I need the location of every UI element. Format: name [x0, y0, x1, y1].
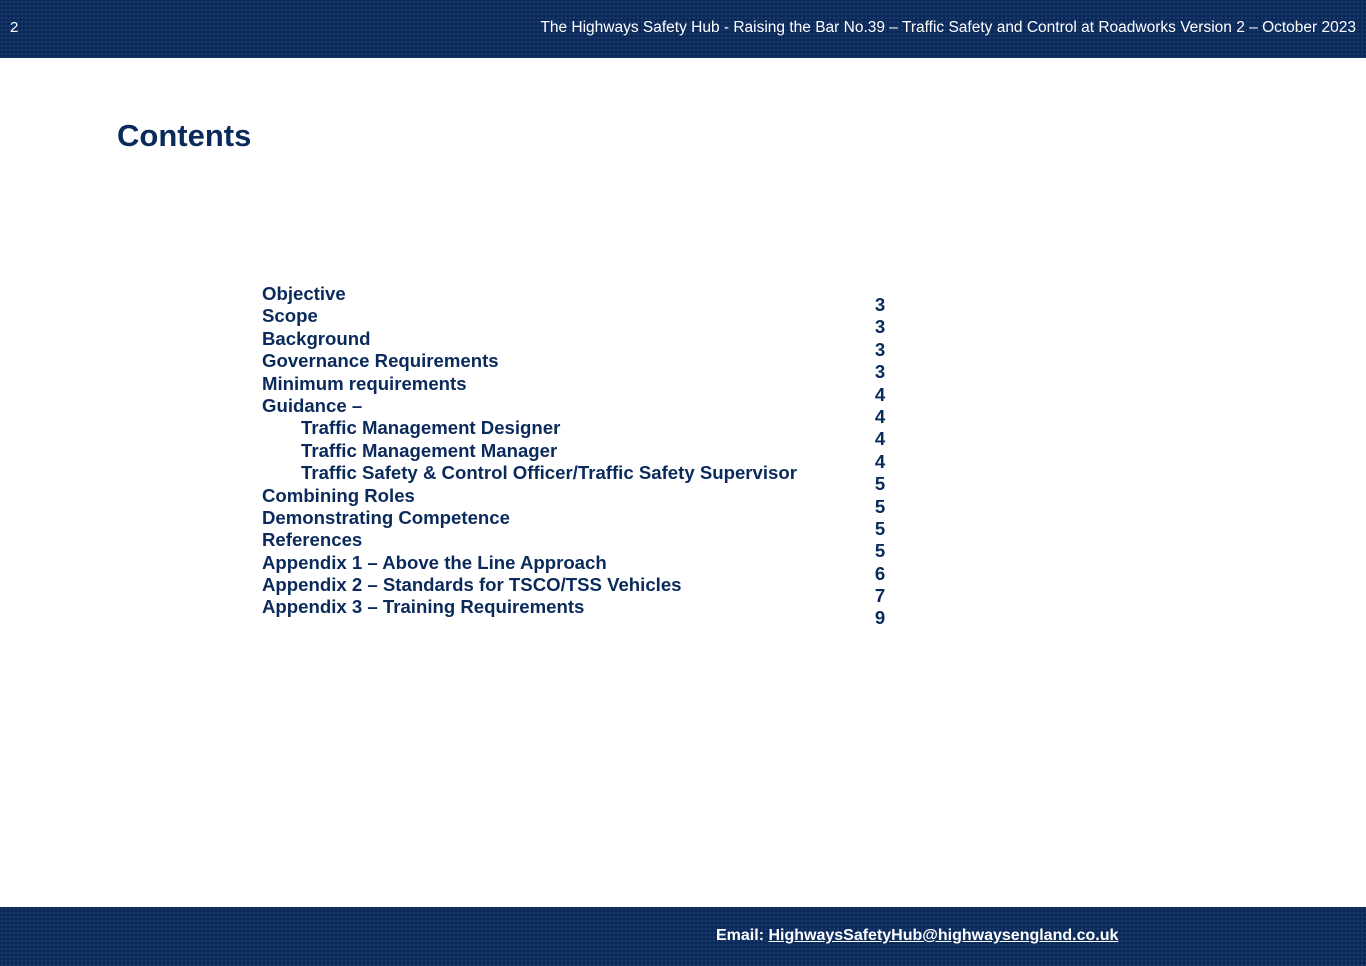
toc-entry-appendix-2[interactable]: Appendix 2 – Standards for TSCO/TSS Vehicles — [262, 574, 682, 596]
toc-entry-references[interactable]: References — [262, 529, 363, 551]
contents-title: Contents — [117, 118, 252, 153]
toc-entry-scope[interactable]: Scope — [262, 305, 318, 327]
toc-page-number: 5 — [874, 540, 886, 562]
toc-page-numbers — [862, 294, 898, 630]
toc-page-number: 3 — [874, 294, 886, 315]
toc-page-number: 5 — [874, 473, 886, 495]
toc-entry-guidance[interactable]: Guidance – — [262, 394, 363, 416]
toc-page-number: 4 — [874, 450, 886, 472]
toc-entry-background[interactable]: Background — [262, 327, 371, 349]
toc-entry-governance-requirements[interactable]: Governance Requirements — [262, 350, 499, 372]
toc-page-number: 6 — [874, 562, 886, 584]
toc-entry-demonstrating-competence[interactable]: Demonstrating Competence — [262, 506, 510, 528]
toc-entry-combining-roles[interactable]: Combining Roles — [262, 484, 415, 506]
toc-page-number: 4 — [874, 405, 886, 427]
toc-entry-tsco-tss[interactable]: Traffic Safety & Control Officer/Traffic Safety Supervisor — [301, 462, 797, 484]
header-bar — [0, 0, 1366, 58]
toc-entry-appendix-3[interactable]: Appendix 3 – Training Requirements — [262, 596, 585, 618]
email-label: Email: — [716, 927, 765, 944]
footer-email — [716, 926, 1118, 946]
toc-page-number: 3 — [874, 361, 886, 383]
toc-page-number: 4 — [874, 428, 886, 450]
toc-page-number: 3 — [874, 338, 886, 360]
email-link[interactable]: HighwaysSafetyHub@highwaysengland.co.uk — [768, 927, 1119, 944]
toc-entry-appendix-1[interactable]: Appendix 1 – Above the Line Approach — [262, 551, 607, 573]
toc-entry-objective[interactable]: Objective — [262, 283, 346, 304]
toc-page-number: 5 — [874, 495, 886, 517]
toc-list — [262, 283, 862, 619]
toc-entry-minimum-requirements[interactable]: Minimum requirements — [262, 372, 467, 394]
toc-entry-traffic-management-manager[interactable]: Traffic Management Manager — [301, 439, 558, 461]
page-number: 2 — [10, 19, 19, 36]
toc-page-number: 5 — [874, 517, 886, 539]
toc-page-number: 3 — [874, 316, 886, 338]
running-title: The Highways Safety Hub - Raising the Bar No.39 – Traffic Safety and Control at Roadworks Version 2 – October 2023 — [540, 19, 1356, 36]
toc-entry-traffic-management-designer[interactable]: Traffic Management Designer — [301, 417, 561, 439]
toc-page-number: 7 — [874, 585, 886, 607]
toc-page-number: 4 — [874, 383, 886, 405]
footer-bar — [0, 907, 1366, 966]
toc-page-number: 9 — [874, 607, 886, 629]
